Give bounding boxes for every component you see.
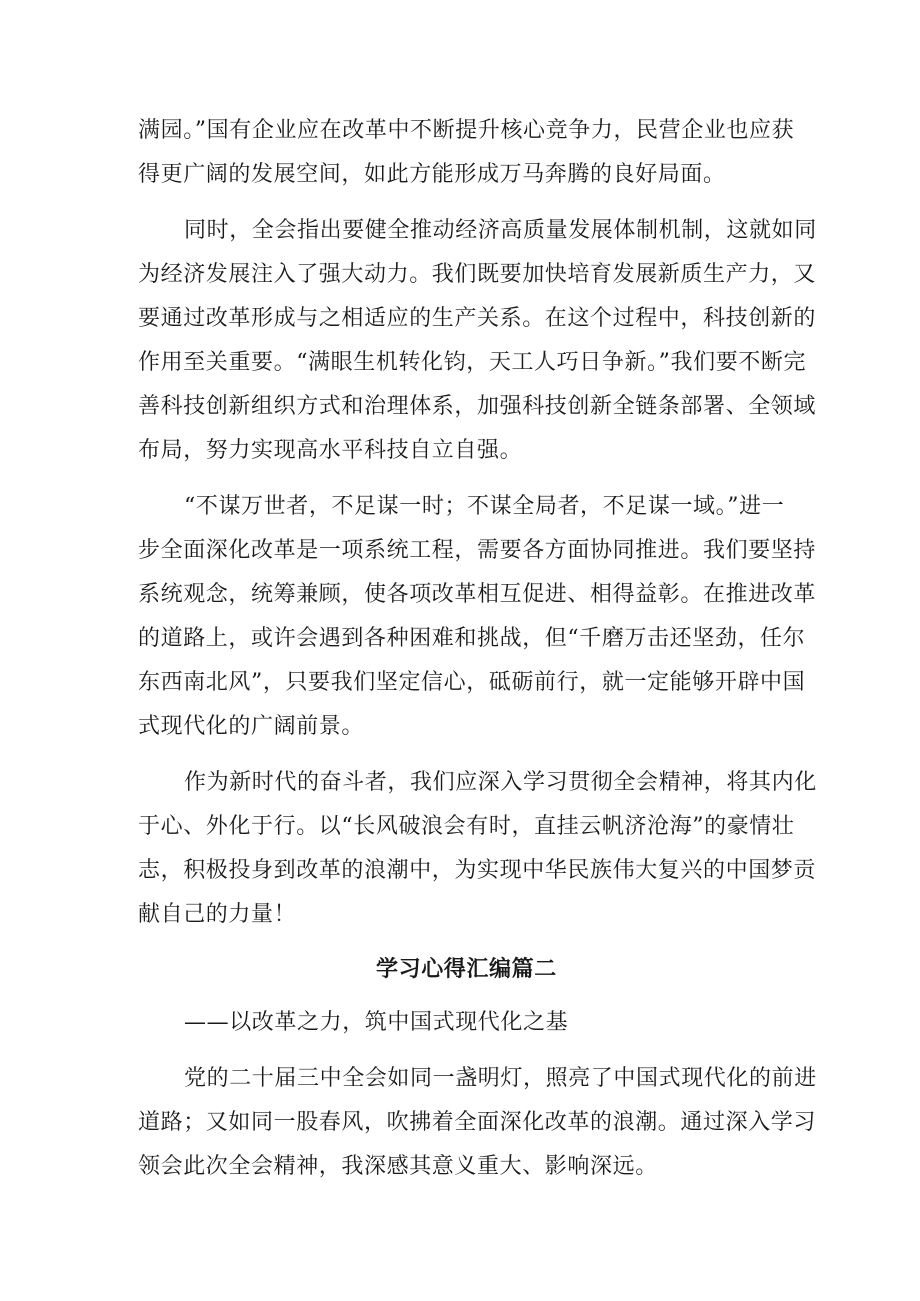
paragraph-line: 东西南北风”，只要我们坚定信心，砥砺前行，就一定能够开辟中国 [138, 670, 806, 695]
paragraph-line: 满园。”国有企业应在改革中不断提升核心竞争力，民营企业也应获 [138, 118, 795, 143]
paragraph-line: 善科技创新组织方式和治理体系，加强科技创新全链条部署、全领域 [138, 394, 817, 419]
paragraph-line: 志，积极投身到改革的浪潮中，为实现中华民族伟大复兴的中国梦贡 [138, 858, 817, 883]
paragraph-line: 作为新时代的奋斗者，我们应深入学习贯彻全会精神，将其内化 [184, 770, 817, 795]
paragraph-line: 于心、外化于行。以“长风破浪会有时，直挂云帆济沧海”的豪情壮 [138, 814, 795, 839]
paragraph-line: 同时，全会指出要健全推动经济高质量发展体制机制，这就如同 [184, 218, 817, 243]
paragraph-line: 道路；又如同一股春风，吹拂着全面深化改革的浪潮。通过深入学习 [138, 1110, 817, 1135]
paragraph-line: 献自己的力量！ [138, 902, 297, 927]
section-heading: 学习心得汇编篇二 [376, 956, 557, 982]
paragraph-line: 式现代化的广阔前景。 [138, 714, 365, 739]
paragraph-line: 领会此次全会精神，我深感其意义重大、影响深远。 [138, 1154, 658, 1179]
section-subtitle: ——以改革之力，筑中国式现代化之基 [184, 1010, 569, 1035]
paragraph-line: 作用至关重要。“满眼生机转化钧，天工人巧日争新。”我们要不断完 [138, 350, 807, 375]
paragraph-line: 布局，努力实现高水平科技自立自强。 [138, 438, 523, 463]
paragraph-line: “不谋万世者，不足谋一时；不谋全局者，不足谋一域。”进一 [184, 494, 785, 519]
paragraph-line: 要通过改革形成与之相适应的生产关系。在这个过程中，科技创新的 [138, 306, 817, 331]
paragraph-line: 系统观念，统筹兼顾，使各项改革相互促进、相得益彰。在推进改革 [138, 582, 817, 607]
paragraph-line: 得更广阔的发展空间，如此方能形成万马奔腾的良好局面。 [138, 162, 726, 187]
paragraph-line: 为经济发展注入了强大动力。我们既要加快培育发展新质生产力，又 [138, 262, 817, 287]
paragraph-line: 的道路上，或许会遇到各种困难和挑战，但“千磨万击还坚劲，任尔 [138, 626, 806, 651]
paragraph-line: 步全面深化改革是一项系统工程，需要各方面协同推进。我们要坚持 [138, 538, 817, 563]
paragraph-line: 党的二十届三中全会如同一盏明灯，照亮了中国式现代化的前进 [184, 1066, 817, 1091]
